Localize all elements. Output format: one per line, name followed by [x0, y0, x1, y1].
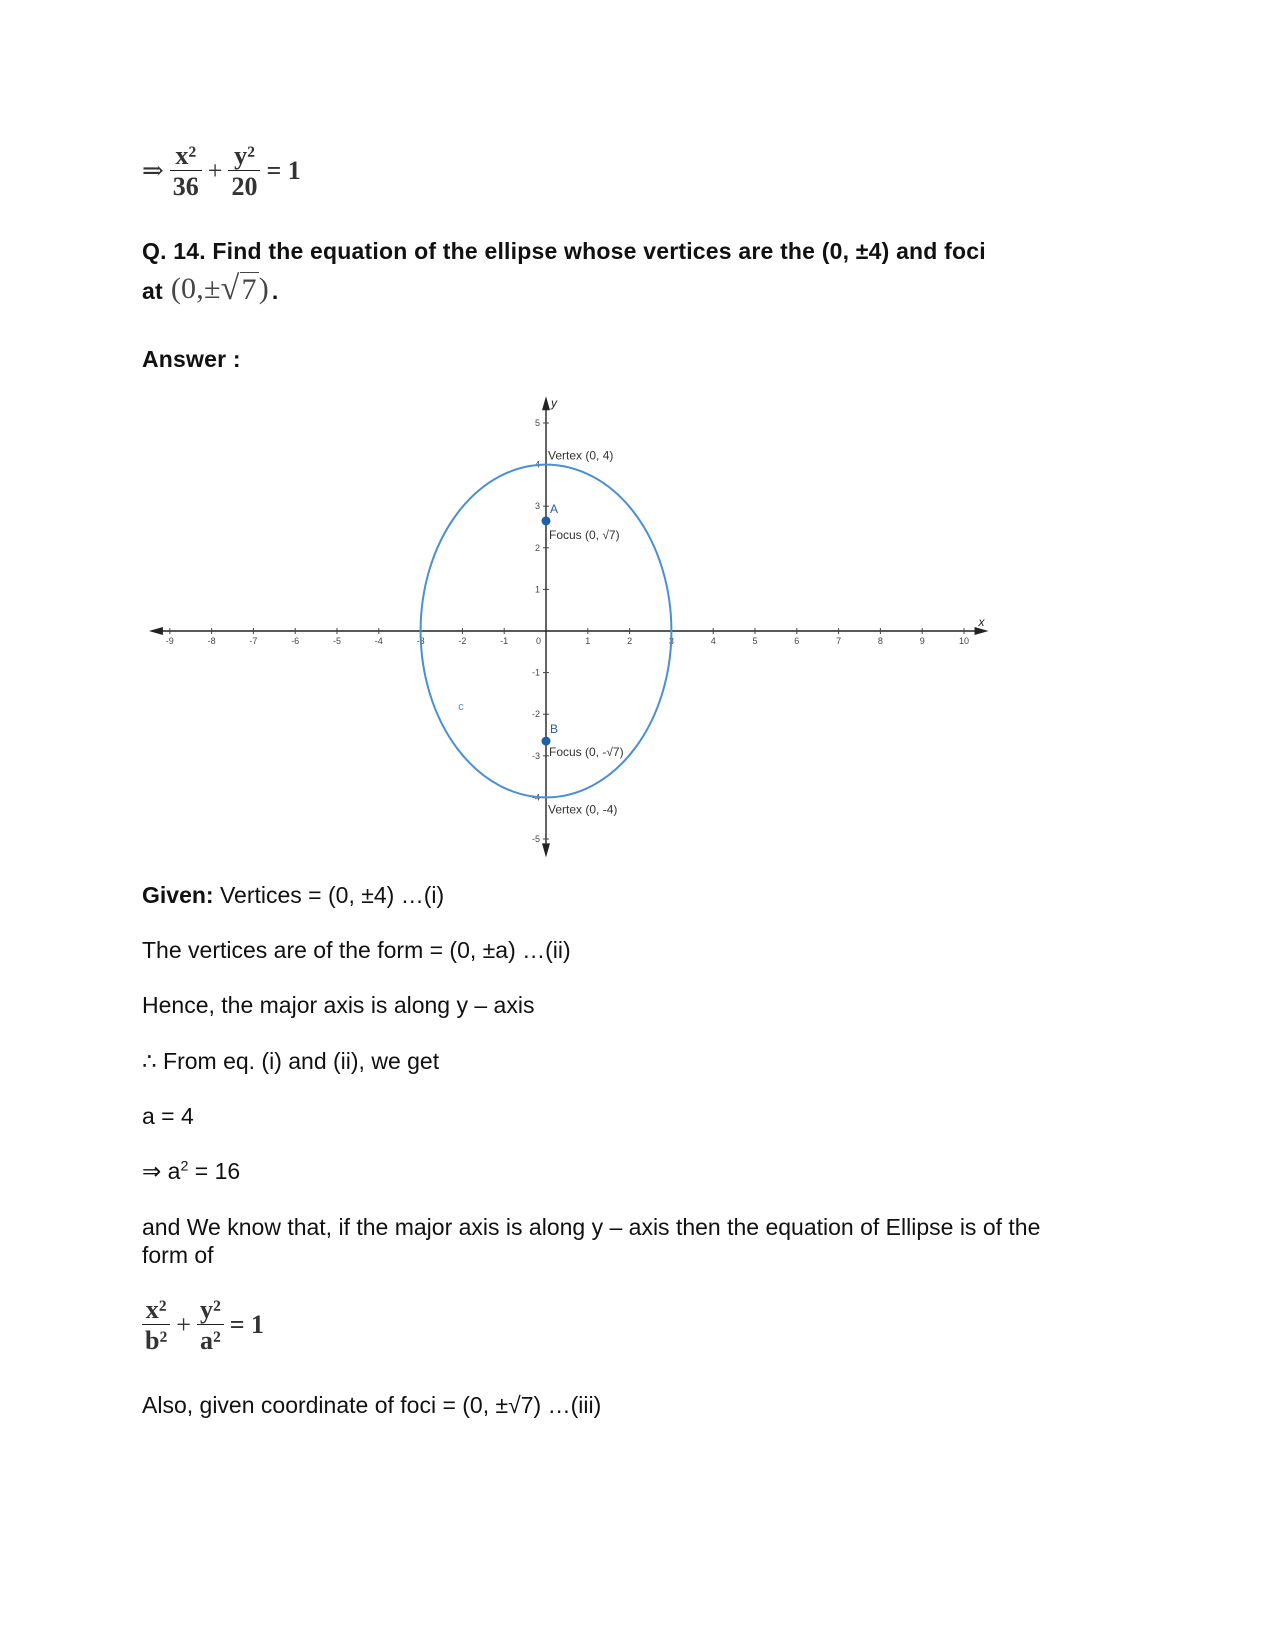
point-name-a: A [550, 501, 559, 516]
fraction-x2-36 [170, 142, 202, 201]
a2-prefix: ⇒ a [142, 1158, 181, 1184]
y-tick-label: -2 [531, 709, 540, 720]
from-eq-line: ∴ From eq. (i) and (ii), we get [142, 1048, 440, 1074]
foci-expression [171, 272, 269, 306]
ellipse-graph [130, 390, 1000, 860]
a-equals-line: a = 4 [142, 1103, 194, 1129]
focus-point-a [542, 516, 551, 525]
x-tick-label: -9 [165, 636, 174, 646]
x-tick-label: -8 [207, 636, 216, 646]
question-period: . [271, 278, 279, 304]
y-axis-up-arrow [542, 396, 550, 410]
x-tick-label: 6 [794, 636, 800, 646]
x-tick-label: 1 [585, 636, 591, 646]
question-at: at [142, 278, 163, 304]
vertex-label: Vertex (0, -4) [548, 802, 618, 817]
numerator: x² [142, 1296, 170, 1325]
top-equation [142, 142, 305, 201]
x-tick-label: 8 [877, 636, 883, 646]
x-tick-label: 4 [710, 636, 716, 646]
y-tick-label: 5 [534, 418, 540, 428]
point-name-b: B [550, 722, 559, 737]
x-tick-label: 7 [836, 636, 842, 646]
numerator: y² [228, 142, 260, 171]
question-line-1: Q. 14. Find the equation of the ellipse whose vertices are the (0, ±4) and foci [142, 238, 986, 264]
x-tick-label: 0 [536, 636, 542, 646]
x-tick-label: -4 [374, 636, 383, 646]
vertices-form-line: The vertices are of the form = (0, ±a) …(ii) [142, 937, 571, 963]
y-tick-label: -1 [531, 667, 540, 678]
focus-label: Focus (0, -√7) [549, 745, 624, 760]
denominator: a² [199, 1326, 221, 1356]
a-squared-line [142, 1158, 240, 1185]
x-tick-label: -3 [416, 636, 425, 646]
question-line-2 [142, 272, 279, 306]
x-tick-label: 5 [752, 636, 758, 646]
x-axis-left-arrow [149, 627, 163, 635]
denominator: b² [145, 1326, 168, 1356]
denominator: 36 [172, 172, 199, 202]
y-tick-label: -3 [531, 750, 540, 761]
vertex-label: Vertex (0, 4) [548, 448, 614, 463]
foci-expr-prefix: (0,± [170, 272, 221, 305]
sqrt-icon: √ [220, 270, 240, 307]
y-tick-label: -4 [531, 792, 540, 803]
fraction-y2-a2 [197, 1296, 224, 1355]
y-tick-label: -5 [531, 834, 540, 844]
x-tick-label: -1 [500, 636, 509, 646]
foci-expr-suffix: ) [258, 272, 269, 305]
foci-expr-radicand: 7 [241, 273, 257, 306]
x-tick-label: 3 [668, 636, 674, 646]
numerator: y² [197, 1296, 224, 1325]
curve-label: c [458, 701, 464, 714]
a2-suffix: = 16 [188, 1158, 241, 1184]
know-line: and We know that, if the major axis is along y – axis then the equation of Ellipse is of the form of [142, 1214, 1041, 1268]
y-tick-label: 1 [534, 584, 540, 595]
plus-sign: + [176, 1310, 191, 1340]
equals-one: = 1 [266, 156, 301, 186]
x-tick-label: 10 [958, 636, 970, 646]
given-text: Vertices = (0, ±4) …(i) [213, 882, 445, 908]
form-equation [142, 1296, 268, 1355]
answer-label: Answer : [142, 346, 241, 372]
y-axis-down-arrow [542, 843, 550, 857]
fraction-y2-20 [228, 142, 260, 201]
focus-label: Focus (0, √7) [549, 527, 620, 542]
x-tick-label: 9 [919, 636, 925, 646]
plus-sign: + [207, 156, 223, 186]
given-label: Given: [142, 882, 214, 908]
hence-line: Hence, the major axis is along y – axis [142, 992, 535, 1018]
fraction-x2-b2 [142, 1296, 170, 1355]
given-line [142, 882, 444, 909]
foci-line: Also, given coordinate of foci = (0, ±√7) …(iii) [142, 1392, 602, 1418]
x-tick-label: -5 [332, 636, 342, 646]
x-tick-label: -7 [249, 636, 258, 646]
x-axis-label: x [978, 615, 985, 629]
y-tick-label: 2 [534, 542, 540, 553]
x-tick-label: -6 [291, 636, 300, 646]
implies-symbol: ⇒ [142, 156, 164, 186]
a2-superscript: 2 [180, 1158, 189, 1175]
equals-one: = 1 [229, 1310, 265, 1340]
numerator: x² [170, 142, 202, 171]
y-axis-label: y [551, 396, 557, 411]
y-tick-label: 4 [534, 459, 540, 470]
y-tick-label: 3 [534, 501, 540, 512]
x-tick-label: -2 [458, 636, 467, 646]
x-tick-label: 2 [627, 636, 633, 646]
denominator: 20 [231, 172, 258, 202]
